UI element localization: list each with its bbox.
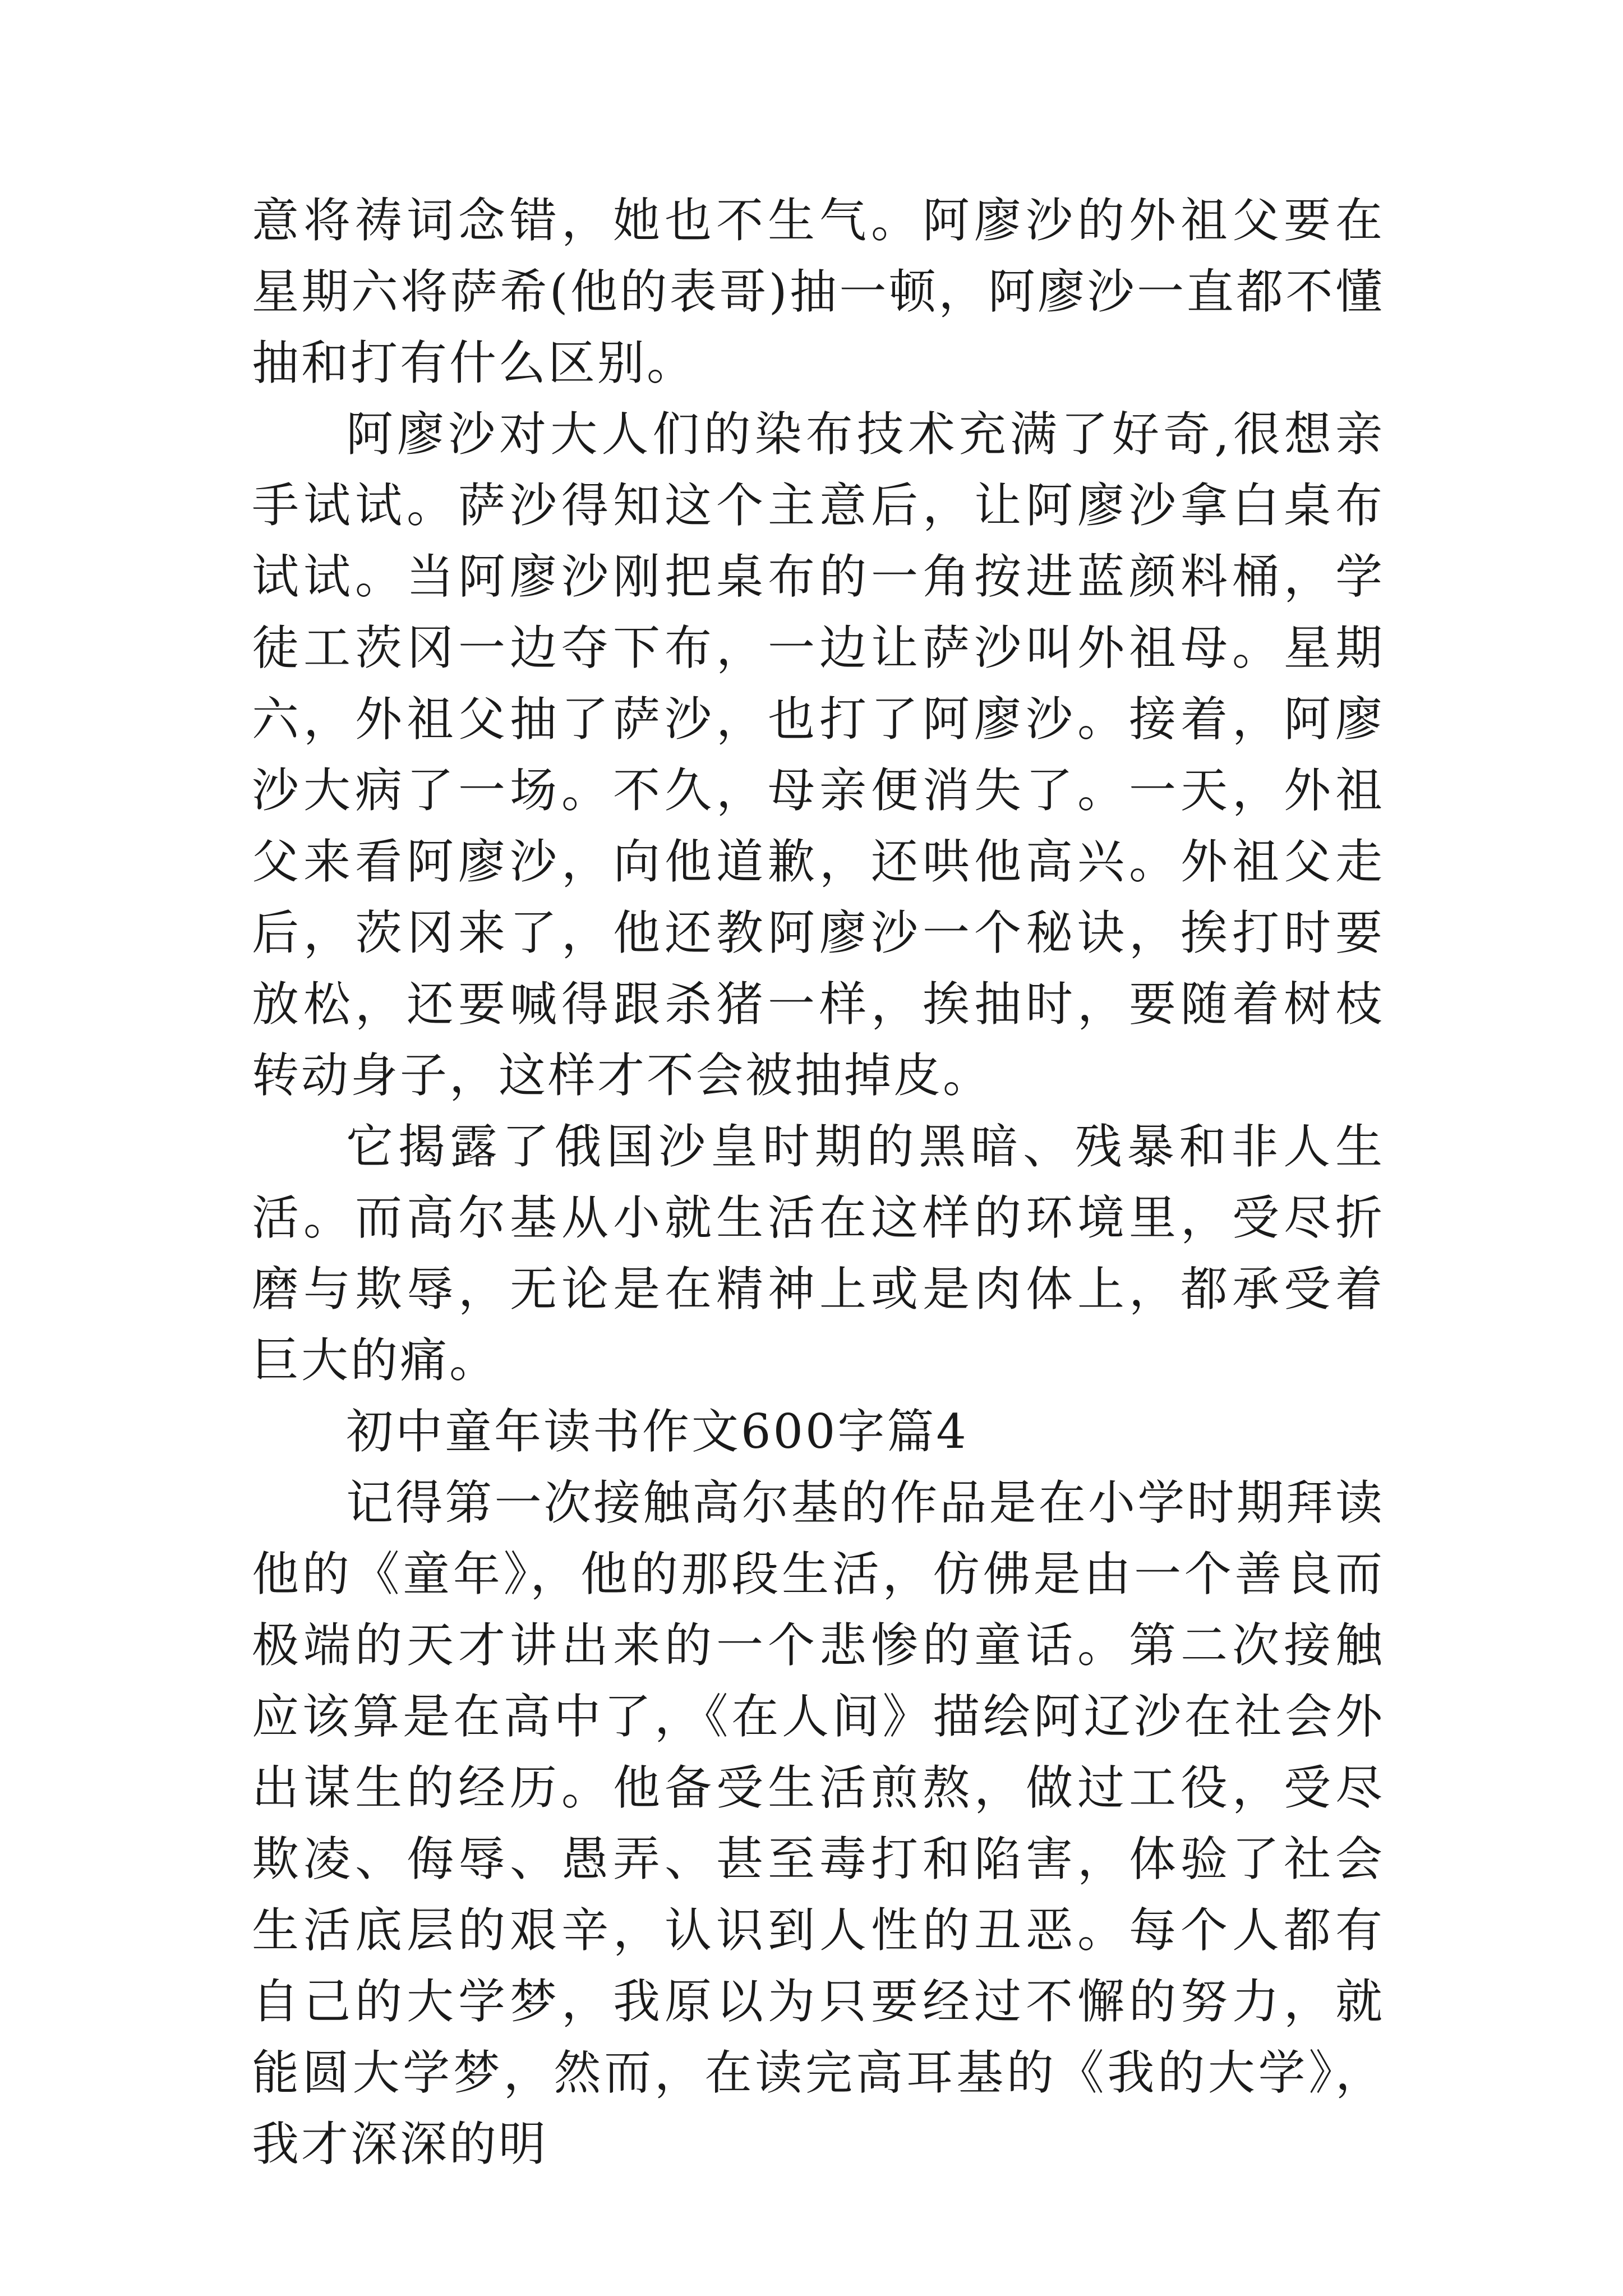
paragraph-gorky-works: 记得第一次接触高尔基的作品是在小学时期拜读他的《童年》，他的那段生活，仿佛是由一个善良而极端的天才讲出来的一个悲惨的童话。第二次接触应该算是在高中了，《在人间》描绘阿辽沙在社会外出谋生的经历。他备受生活煎熬，做过工役，受尽欺凌、侮辱、愚弄、甚至毒打和陷害，体验了社会生活底层的艰辛，认识到人性的丑恶。每个人都有自己的大学梦，我原以为只要经过不懈的努力，就能圆大学梦，然而，在读完高耳基的《我的大学》，我才深深的明 [252,1475,1385,2171]
document-body [252,185,1385,2180]
paragraph-tsarist-darkness: 它揭露了俄国沙皇时期的黑暗、残暴和非人生活。而高尔基从小就生活在这样的环境里，受尽折磨与欺辱，无论是在精神上或是肉体上，都承受着巨大的痛。 [252,1119,1385,1388]
section-heading: 初中童年读书作文600字篇4 [346,1404,969,1459]
paragraph-dyeing-story: 阿廖沙对大人们的染布技术充满了好奇,很想亲手试试。萨沙得知这个主意后，让阿廖沙拿白桌布试试。当阿廖沙刚把桌布的一角按进蓝颜料桶，学徒工茨冈一边夺下布，一边让萨沙叫外祖母。星期六，外祖父抽了萨沙，也打了阿廖沙。接着，阿廖沙大病了一场。不久，母亲便消失了。一天，外祖父来看阿廖沙，向他道歉，还哄他高兴。外祖父走后，茨冈来了，他还教阿廖沙一个秘诀，挨打时要放松，还要喊得跟杀猪一样，挨抽时，要随着树枝转动身子，这样才不会被抽掉皮。 [252,407,1385,1103]
paragraph-continuation: 意将祷词念错，她也不生气。阿廖沙的外祖父要在星期六将萨希(他的表哥)抽一顿，阿廖沙一直都不懂抽和打有什么区别。 [252,193,1385,390]
